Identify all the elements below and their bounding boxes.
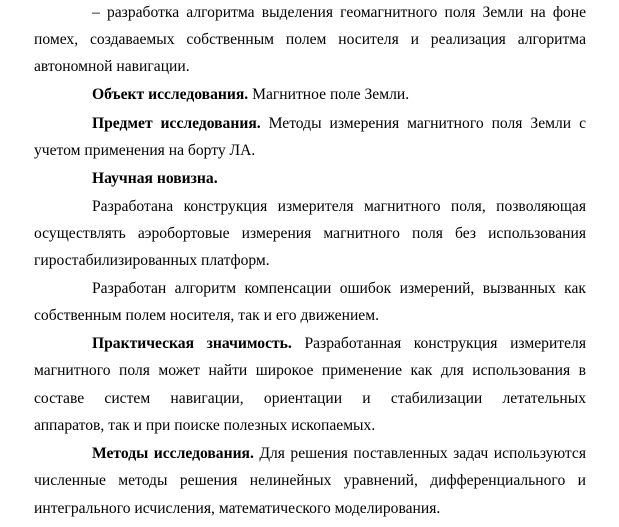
- task-item-line-1: – разработка алгоритма выделения геомагнитного поля Земли на фоне: [92, 4, 586, 21]
- task-item-line-2: помех, создаваемых собственным полем носителя и реализация алгоритма: [34, 31, 586, 48]
- significance-label: Практическая значимость.: [92, 335, 292, 352]
- novelty-para2-line-2: собственным полем носителя, так и его движением.: [34, 307, 379, 324]
- methods-text-1: Для решения поставленных задач используются: [253, 445, 586, 462]
- subject-paragraph-line-2: учетом применения на борту ЛА.: [34, 142, 256, 159]
- novelty-para2-line-1: Разработан алгоритм компенсации ошибок измерений, вызванных как: [92, 280, 586, 297]
- novelty-para1-line-2: осуществлять аэробортовые измерения магнитного поля без использования: [34, 225, 586, 242]
- significance-line-2: магнитного поля может найти широкое применение как для использования в: [34, 362, 586, 379]
- significance-line-3: составе систем навигации, ориентации и стабилизации летательных: [34, 390, 586, 407]
- task-item-line-3: автономной навигации.: [34, 58, 190, 75]
- significance-line-4: аппаратов, так и при поиске полезных ископаемых.: [34, 417, 376, 434]
- object-label: Объект исследования.: [92, 86, 249, 103]
- novelty-para1-line-1: Разработана конструкция измерителя магнитного поля, позволяющая: [92, 198, 586, 215]
- methods-line-1: [34, 444, 586, 464]
- object-paragraph: [34, 85, 586, 105]
- significance-line-1: [34, 334, 586, 354]
- subject-label: Предмет исследования.: [92, 115, 261, 132]
- object-text: Магнитное поле Земли.: [248, 86, 410, 103]
- novelty-para1-line-3: гиростабилизированных платформ.: [34, 252, 270, 269]
- significance-text-1: Разработанная конструкция измерителя: [291, 335, 586, 352]
- subject-text-1: Методы измерения магнитного поля Земли с: [260, 115, 587, 132]
- novelty-heading: [34, 169, 586, 189]
- methods-label: Методы исследования.: [92, 445, 254, 462]
- methods-line-2: численные методы решения нелинейных уравнений, дифференциального и: [34, 472, 586, 489]
- subject-paragraph-line-1: [34, 114, 586, 134]
- novelty-heading-text: Научная новизна.: [92, 170, 218, 187]
- methods-line-3: интегрального исчисления, математического моделирования.: [34, 500, 441, 517]
